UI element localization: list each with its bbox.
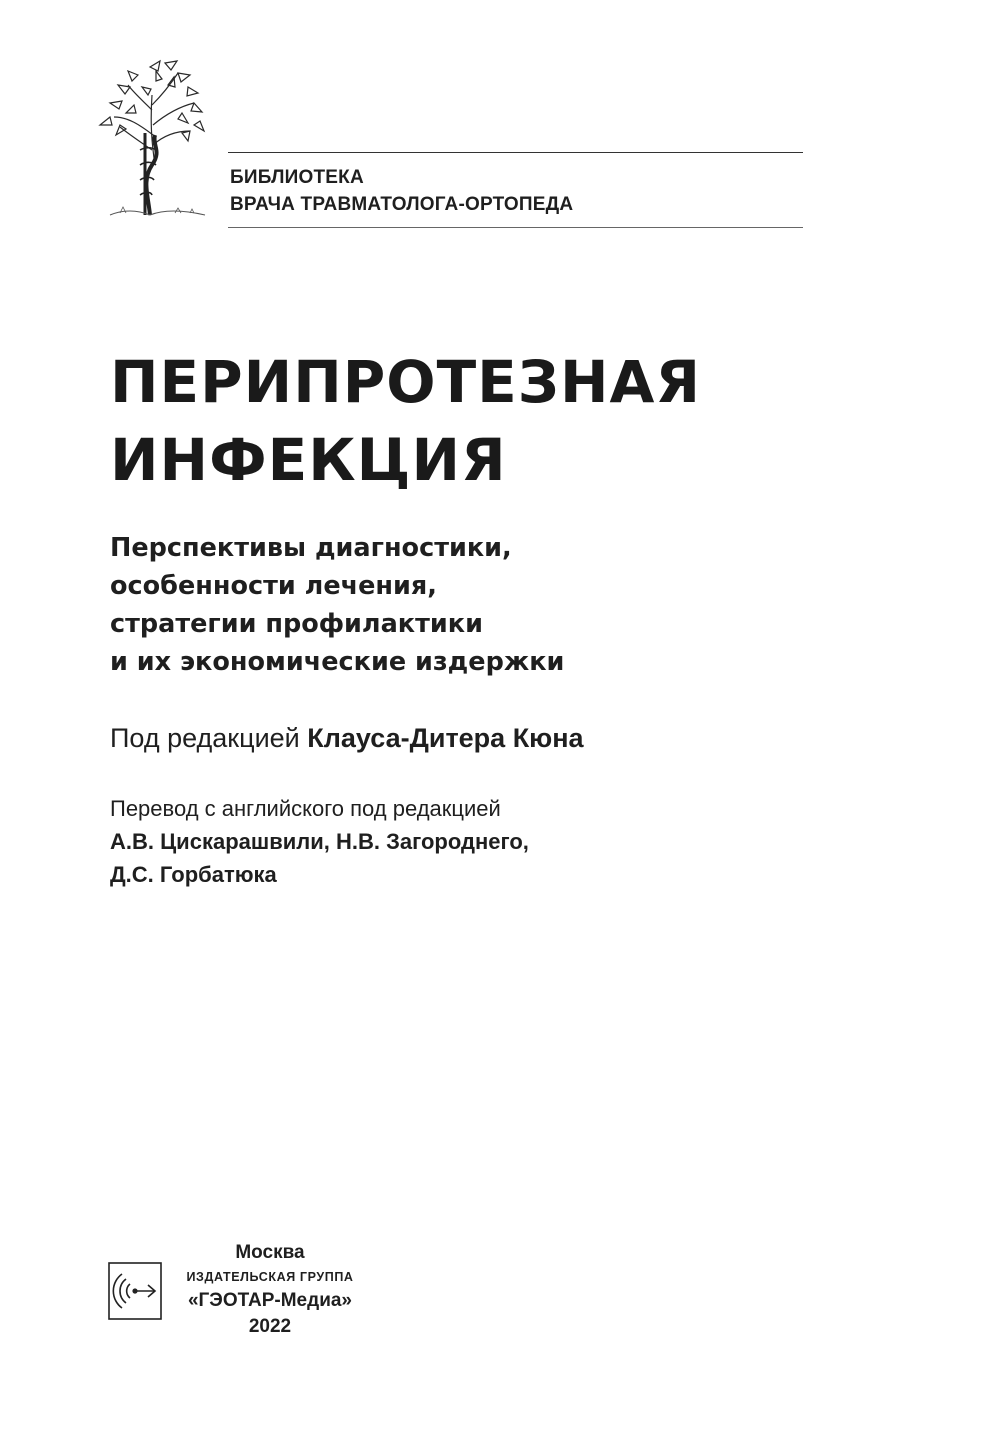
series-name-line2: ВРАЧА ТРАВМАТОЛОГА-ОРТОПЕДА: [230, 194, 574, 215]
editor-prefix: Под редакцией: [110, 723, 308, 753]
editor-name: Клауса-Дитера Кюна: [307, 723, 584, 753]
book-title-line2: ИНФЕКЦИЯ: [110, 426, 507, 494]
publication-year: 2022: [248, 1316, 292, 1337]
editor-credit: [110, 723, 584, 754]
publisher-city: Москва: [235, 1242, 305, 1263]
series-rule-top: [228, 152, 803, 153]
series-rule-bottom: [228, 227, 803, 228]
publisher-group: ИЗДАТЕЛЬСКАЯ ГРУППА: [186, 1270, 354, 1284]
subtitle-line4: и их экономические издержки: [110, 647, 565, 677]
translation-editors-line1: А.В. Цискарашвили, Н.В. Загороднего,: [110, 829, 529, 854]
series-name-line1: БИБЛИОТЕКА: [230, 167, 364, 188]
book-title-line1: ПЕРИПРОТЕЗНАЯ: [110, 348, 702, 416]
tree-with-brace-icon: [90, 55, 220, 220]
subtitle-line2: особенности лечения,: [110, 571, 437, 601]
translation-editors-line2: Д.С. Горбатюка: [110, 862, 277, 887]
publisher-name: «ГЭОТАР-Медиа»: [187, 1290, 353, 1311]
subtitle-line1: Перспективы диагностики,: [110, 533, 512, 563]
geotar-logo-icon: [108, 1262, 162, 1320]
translation-credit-line1: Перевод с английского под редакцией: [110, 796, 501, 821]
subtitle-line3: стратегии профилактики: [110, 609, 483, 639]
